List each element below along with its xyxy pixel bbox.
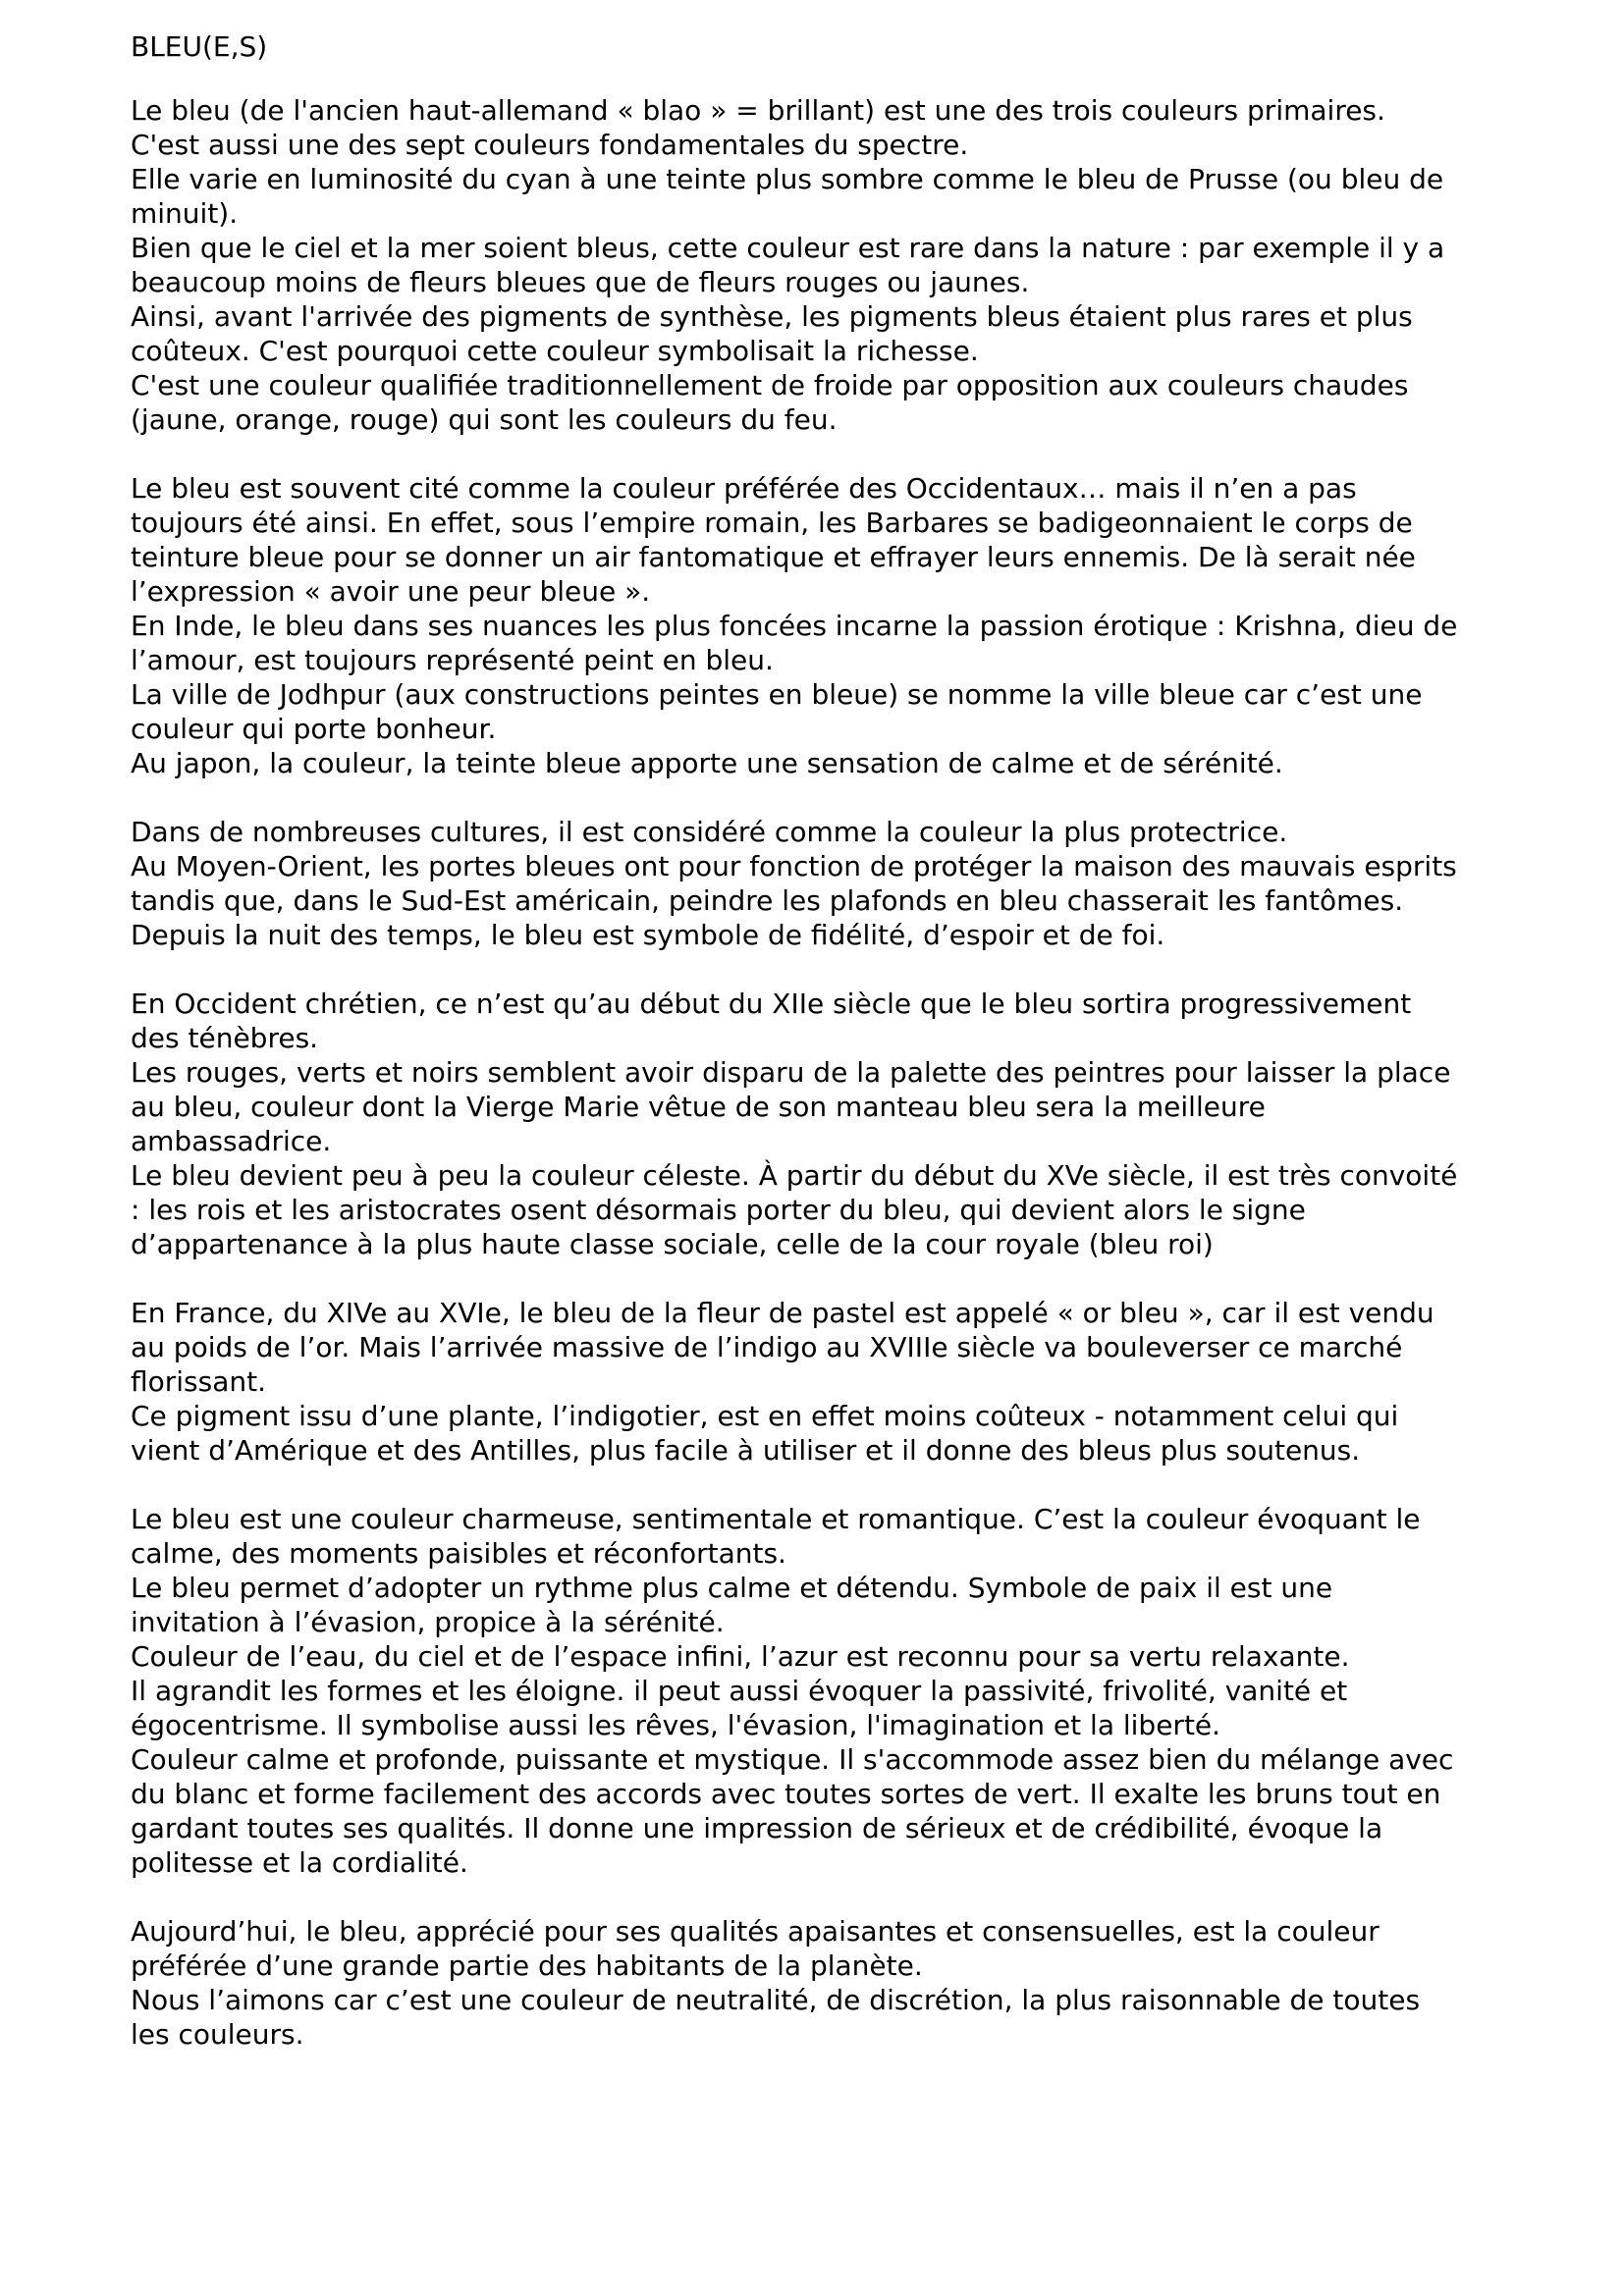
document-title: BLEU(E,S) (131, 30, 268, 63)
text-line: Nous l’aimons car c’est une couleur de neutralité, de discrétion, la plus raisonnable de toutes les couleurs. (131, 1984, 1421, 2051)
text-line: En France, du XIVe au XVIe, le bleu de la fleur de pastel est appelé « or bleu », car il est vendu au poids de l’or. Mais l’arrivée massive de l’indigo au XVIIIe siècle va bouleverser ce marché florissant. (131, 1297, 1434, 1398)
text-line: Couleur calme et profonde, puissante et mystique. Il s'accommode assez bien du mélange avec du blanc et forme facilement des accords avec toutes sortes de vert. Il exalte les bruns tout en gardant toutes ses qualités. Il donne une impression de sérieux et de crédibilité, évoque la politesse et la cordialité. (131, 1743, 1454, 1879)
text-line: Depuis la nuit des temps, le bleu est symbole de fidélité, d’espoir et de foi. (131, 919, 1165, 951)
text-line: Au japon, la couleur, la teinte bleue apporte une sensation de calme et de sérénité. (131, 747, 1283, 779)
paragraph (131, 1296, 1461, 1468)
document-body (131, 93, 1461, 2052)
text-line: La ville de Jodhpur (aux constructions peintes en bleue) se nomme la ville bleue car c’est une couleur qui porte bonheur. (131, 678, 1423, 745)
text-line: Ce pigment issu d’une plante, l’indigotier, est en effet moins coûteux - notamment celui qui vient d’Amérique et des Antilles, plus facile à utiliser et il donne des bleus plus soutenus. (131, 1400, 1399, 1467)
text-line: Il agrandit les formes et les éloigne. il peut aussi évoquer la passivité, frivolité, vanité et égocentrisme. Il symbolise aussi les rêves, l'évasion, l'imagination et la liberté. (131, 1675, 1348, 1741)
text-line: C'est aussi une des sept couleurs fondamentales du spectre. (131, 129, 969, 161)
text-line: C'est une couleur qualifiée traditionnellement de froide par opposition aux couleurs chaudes (jaune, orange, rouge) qui sont les couleurs du feu. (131, 369, 1409, 436)
text-line: Elle varie en luminosité du cyan à une teinte plus sombre comme le bleu de Prusse (ou bleu de minuit). (131, 163, 1444, 230)
text-line: Le bleu est une couleur charmeuse, sentimentale et romantique. C’est la couleur évoquant le calme, des moments paisibles et réconfortants. (131, 1503, 1421, 1570)
paragraph (131, 815, 1461, 952)
text-line: Les rouges, verts et noirs semblent avoir disparu de la palette des peintres pour laisser la place au bleu, couleur dont la Vierge Marie vêtue de son manteau bleu sera la meilleure ambassadrice. (131, 1056, 1451, 1157)
text-line: Le bleu est souvent cité comme la couleur préférée des Occidentaux… mais il n’en a pas toujours été ainsi. En effet, sous l’empire romain, les Barbares se badigeonnaient le corps de teinture bleue pour se donner un air fantomatique et effrayer leurs ennemis. De là serait née l’expression « avoir une peur bleue ». (131, 472, 1416, 608)
paragraph (131, 471, 1461, 780)
text-line: Le bleu permet d’adopter un rythme plus calme et détendu. Symbole de paix il est une invitation à l’évasion, propice à la sérénité. (131, 1572, 1333, 1638)
text-line: Aujourd’hui, le bleu, apprécié pour ses qualités apaisantes et consensuelles, est la couleur préférée d’une grande partie des habitants de la planète. (131, 1915, 1380, 1982)
text-line: Au Moyen-Orient, les portes bleues ont pour fonction de protéger la maison des mauvais esprits tandis que, dans le Sud-Est américain, peindre les plafonds en bleu chasserait les fantômes. (131, 850, 1457, 917)
text-line: Couleur de l’eau, du ciel et de l’espace infini, l’azur est reconnu pour sa vertu relaxante. (131, 1640, 1350, 1673)
text-line: Ainsi, avant l'arrivée des pigments de synthèse, les pigments bleus étaient plus rares et plus coûteux. C'est pourquoi cette couleur symbolisait la richesse. (131, 300, 1413, 367)
text-line: Le bleu devient peu à peu la couleur céleste. À partir du début du XVe siècle, il est très convoité : les rois et les aristocrates osent désormais porter du bleu, qui devient alors le signe d’appartenance à la plus haute classe sociale, celle de la cour royale (bleu roi) (131, 1159, 1458, 1260)
text-line: Le bleu (de l'ancien haut-allemand « blao » = brillant) est une des trois couleurs primaires. (131, 94, 1385, 127)
paragraph (131, 987, 1461, 1261)
paragraph (131, 1502, 1461, 1880)
text-line: En Occident chrétien, ce n’est qu’au début du XIIe siècle que le bleu sortira progressivement des ténèbres. (131, 988, 1412, 1054)
paragraph (131, 93, 1461, 437)
text-line: En Inde, le bleu dans ses nuances les plus foncées incarne la passion érotique : Krishna, dieu de l’amour, est toujours représenté peint en bleu. (131, 610, 1458, 676)
text-line: Bien que le ciel et la mer soient bleus, cette couleur est rare dans la nature : par exemple il y a beaucoup moins de fleurs bleues que de fleurs rouges ou jaunes. (131, 232, 1445, 298)
paragraph (131, 1914, 1461, 2052)
text-line: Dans de nombreuses cultures, il est considéré comme la couleur la plus protectrice. (131, 816, 1288, 848)
